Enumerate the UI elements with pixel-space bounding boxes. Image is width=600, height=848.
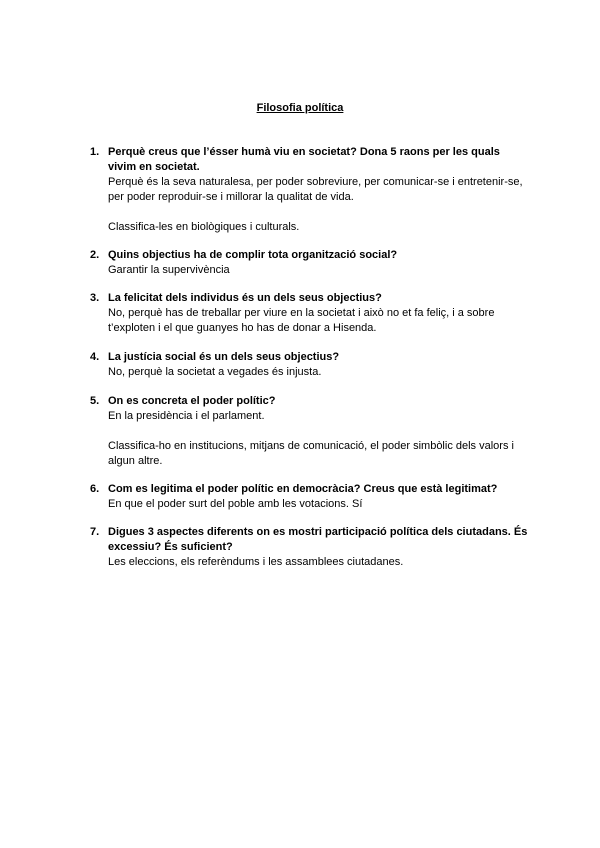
question-text: La justícia social és un dels seus objectius?: [108, 351, 340, 363]
question-item-3: [90, 291, 530, 336]
question-text: La felicitat dels individus és un dels seus objectius?: [108, 292, 382, 304]
question-item-4: [90, 350, 530, 380]
question-number: 4.: [90, 351, 100, 363]
question-number: 5.: [90, 395, 100, 407]
document-title: Filosofia política: [256, 102, 344, 114]
question-item-6: [90, 482, 530, 512]
question-item-2: [90, 248, 530, 278]
answer-text: En que el poder surt del poble amb les votacions. Sí: [108, 498, 363, 510]
question-item-7: [90, 525, 530, 570]
answer-text: Perquè és la seva naturalesa, per poder sobreviure, per comunicar-se i entretenir-se, per poder reproduir-se i millorar la qualitat de vida.: [108, 176, 523, 203]
question-text: On es concreta el poder polític?: [108, 395, 276, 407]
question-number: 6.: [90, 483, 100, 495]
question-text: Perquè creus que l’ésser humà viu en societat? Dona 5 raons per les quals vivim en societat.: [108, 146, 500, 173]
answer-text: Garantir la supervivència: [108, 264, 230, 276]
answer-text: No, perquè la societat a vegades és injusta.: [108, 366, 322, 378]
question-number: 3.: [90, 292, 100, 304]
note-text: Classifica-ho en institucions, mitjans de comunicació, el poder simbòlic dels valors i algun altre.: [108, 440, 514, 467]
question-text: Com es legitima el poder polític en democràcia? Creus que està legitimat?: [108, 483, 498, 495]
note-text: Classifica-les en biològiques i culturals.: [108, 221, 300, 233]
question-text: Digues 3 aspectes diferents on es mostri participació política dels ciutadans. És excessiu? És suficient?: [108, 526, 528, 553]
question-number: 7.: [90, 526, 100, 538]
question-item-1: [90, 145, 530, 235]
question-text: Quins objectius ha de complir tota organització social?: [108, 249, 398, 261]
question-item-5: [90, 394, 530, 469]
answer-text: En la presidència i el parlament.: [108, 410, 265, 422]
answer-text: No, perquè has de treballar per viure en la societat i això no et fa feliç, i a sobre t’exploten i el que guanyes ho has de donar a Hisenda.: [108, 307, 495, 334]
answer-text: Les eleccions, els referèndums i les assamblees ciutadanes.: [108, 556, 404, 568]
question-number: 1.: [90, 146, 100, 158]
question-number: 2.: [90, 249, 100, 261]
